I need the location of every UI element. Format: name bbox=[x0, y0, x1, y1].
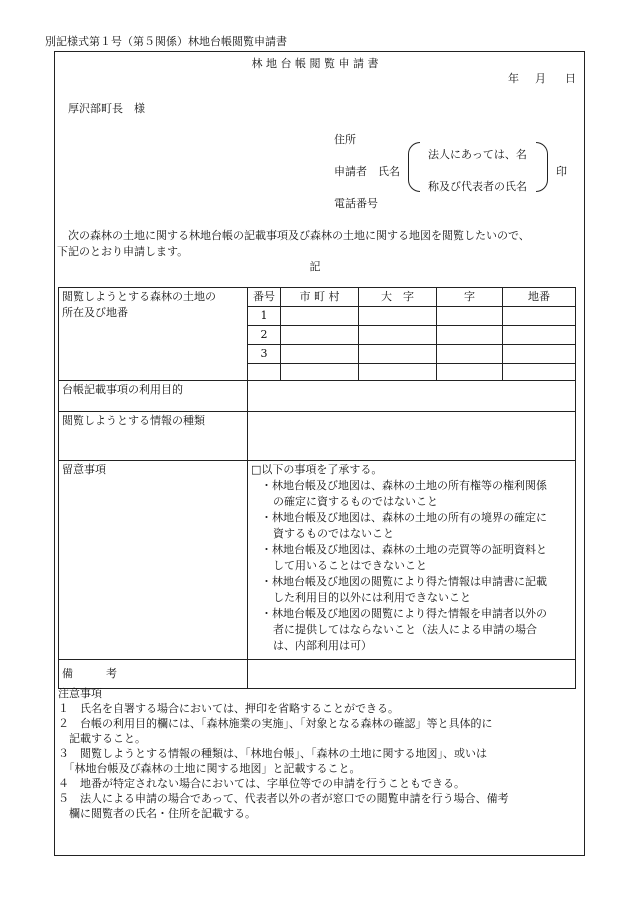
notice-term-line: ・林地台帳及び地図は、森林の土地の所有権等の権利関係 bbox=[261, 479, 547, 492]
left-paren bbox=[408, 142, 420, 192]
right-paren bbox=[536, 142, 548, 192]
address-label: 住所 bbox=[334, 133, 356, 146]
phone-label: 電話番号 bbox=[334, 197, 378, 210]
note-line: ３ 閲覧しようとする情報の種類は、「林地台帳」、「森林の土地に関する地図」、或いは bbox=[58, 747, 487, 760]
row-number: 1 bbox=[248, 307, 281, 326]
municipality-field[interactable] bbox=[281, 345, 359, 364]
notes-section bbox=[58, 686, 578, 821]
municipality-field[interactable] bbox=[281, 364, 359, 381]
purpose-label: 台帳記載事項の利用目的 bbox=[59, 381, 248, 412]
note-line: 「林地台帳及び森林の土地に関する地図」と記載すること。 bbox=[58, 762, 361, 775]
lot-number-field[interactable] bbox=[503, 307, 576, 326]
notice-term-line: 者に提供してはならないこと（法人による申請の場合 bbox=[273, 623, 537, 636]
note-line: １ 氏名を自署する場合においては、押印を省略することができる。 bbox=[58, 702, 399, 715]
notice-term-line: して用いることはできないこと bbox=[273, 559, 427, 572]
date-year: 年 bbox=[508, 72, 519, 85]
date-day: 日 bbox=[565, 72, 576, 85]
notice-terms-list bbox=[251, 462, 572, 654]
municipality-field[interactable] bbox=[281, 326, 359, 345]
location-label-cell bbox=[59, 288, 248, 381]
location-label-line1: 閲覧しようとする森林の土地の bbox=[62, 290, 216, 303]
note-line: 欄に閲覧者の氏名・住所を記載する。 bbox=[58, 807, 256, 820]
row-number bbox=[248, 364, 281, 381]
applicant-name-label: 申請者 氏名 bbox=[334, 165, 400, 178]
date-month: 月 bbox=[535, 72, 546, 85]
header-aza: 字 bbox=[437, 288, 503, 307]
notice-term-line: ・林地台帳及び地図の閲覧により得た情報を申請者以外の bbox=[261, 607, 547, 620]
aza-field[interactable] bbox=[437, 307, 503, 326]
acknowledge-checkbox-line[interactable]: □以下の事項を了承する。 bbox=[251, 463, 383, 476]
remarks-field[interactable] bbox=[248, 660, 576, 689]
info-type-label: 閲覧しようとする情報の種類 bbox=[59, 412, 248, 461]
application-table bbox=[58, 287, 576, 689]
paren-text-line1: 法人にあっては、名 bbox=[428, 148, 527, 161]
header-oaza: 大 字 bbox=[359, 288, 437, 307]
notice-term-line: ・林地台帳及び地図は、森林の土地の売買等の証明資料と bbox=[261, 543, 547, 556]
info-type-field[interactable] bbox=[248, 412, 576, 461]
body-text-line1: 次の森林の土地に関する林地台帳の記載事項及び森林の土地に関する地図を閲覧したいので、 bbox=[68, 229, 530, 242]
notice-term-line: した利用目的以外には利用できないこと bbox=[273, 591, 471, 604]
notice-term-line: は、内部利用は可） bbox=[273, 639, 372, 652]
note-line: ２ 台帳の利用目的欄には、「森林施業の実施」、「対象となる森林の確認」等と具体的に bbox=[58, 717, 493, 730]
header-number: 番号 bbox=[248, 288, 281, 307]
form-title: 林 地 台 帳 閲 覧 申 請 書 bbox=[251, 57, 379, 70]
notes-title: 注意事項 bbox=[58, 687, 102, 700]
location-label-line2: 所在及び地番 bbox=[62, 306, 128, 319]
aza-field[interactable] bbox=[437, 326, 503, 345]
notice-label: 留意事項 bbox=[59, 461, 248, 660]
body-text-line2: 下記のとおり申請します。 bbox=[57, 245, 189, 258]
note-line: ４ 地番が特定されない場合においては、字単位等での申請を行うこともできる。 bbox=[58, 777, 465, 790]
municipality-field[interactable] bbox=[281, 307, 359, 326]
ki-heading: 記 bbox=[309, 260, 321, 273]
aza-field[interactable] bbox=[437, 364, 503, 381]
notice-terms bbox=[248, 461, 576, 660]
aza-field[interactable] bbox=[437, 345, 503, 364]
purpose-field[interactable] bbox=[248, 381, 576, 412]
notice-term-line: ・林地台帳及び地図の閲覧により得た情報は申請書に記載 bbox=[261, 575, 547, 588]
remarks-label: 備 考 bbox=[59, 660, 248, 689]
paren-text-line2: 称及び代表者の氏名 bbox=[428, 180, 527, 193]
notice-term-line: の確定に資するものではないこと bbox=[273, 495, 438, 508]
seal-mark: 印 bbox=[556, 165, 567, 178]
header-lot-number: 地番 bbox=[503, 288, 576, 307]
form-header-label: 別記様式第１号（第５関係）林地台帳閲覧申請書 bbox=[45, 35, 287, 48]
lot-number-field[interactable] bbox=[503, 364, 576, 381]
lot-number-field[interactable] bbox=[503, 326, 576, 345]
row-number: 2 bbox=[248, 326, 281, 345]
note-line: 記載すること。 bbox=[58, 732, 146, 745]
oaza-field[interactable] bbox=[359, 307, 437, 326]
oaza-field[interactable] bbox=[359, 345, 437, 364]
notice-term-line: 資するものではないこと bbox=[273, 527, 394, 540]
notice-term-line: ・林地台帳及び地図は、森林の土地の所有の境界の確定に bbox=[261, 511, 547, 524]
oaza-field[interactable] bbox=[359, 364, 437, 381]
note-line: ５ 法人による申請の場合であって、代表者以外の者が窓口での閲覧申請を行う場合、備考 bbox=[58, 792, 509, 805]
header-municipality: 市 町 村 bbox=[281, 288, 359, 307]
lot-number-field[interactable] bbox=[503, 345, 576, 364]
oaza-field[interactable] bbox=[359, 326, 437, 345]
row-number: 3 bbox=[248, 345, 281, 364]
notes-list bbox=[58, 701, 578, 821]
addressee: 厚沢部町長 様 bbox=[68, 102, 145, 115]
